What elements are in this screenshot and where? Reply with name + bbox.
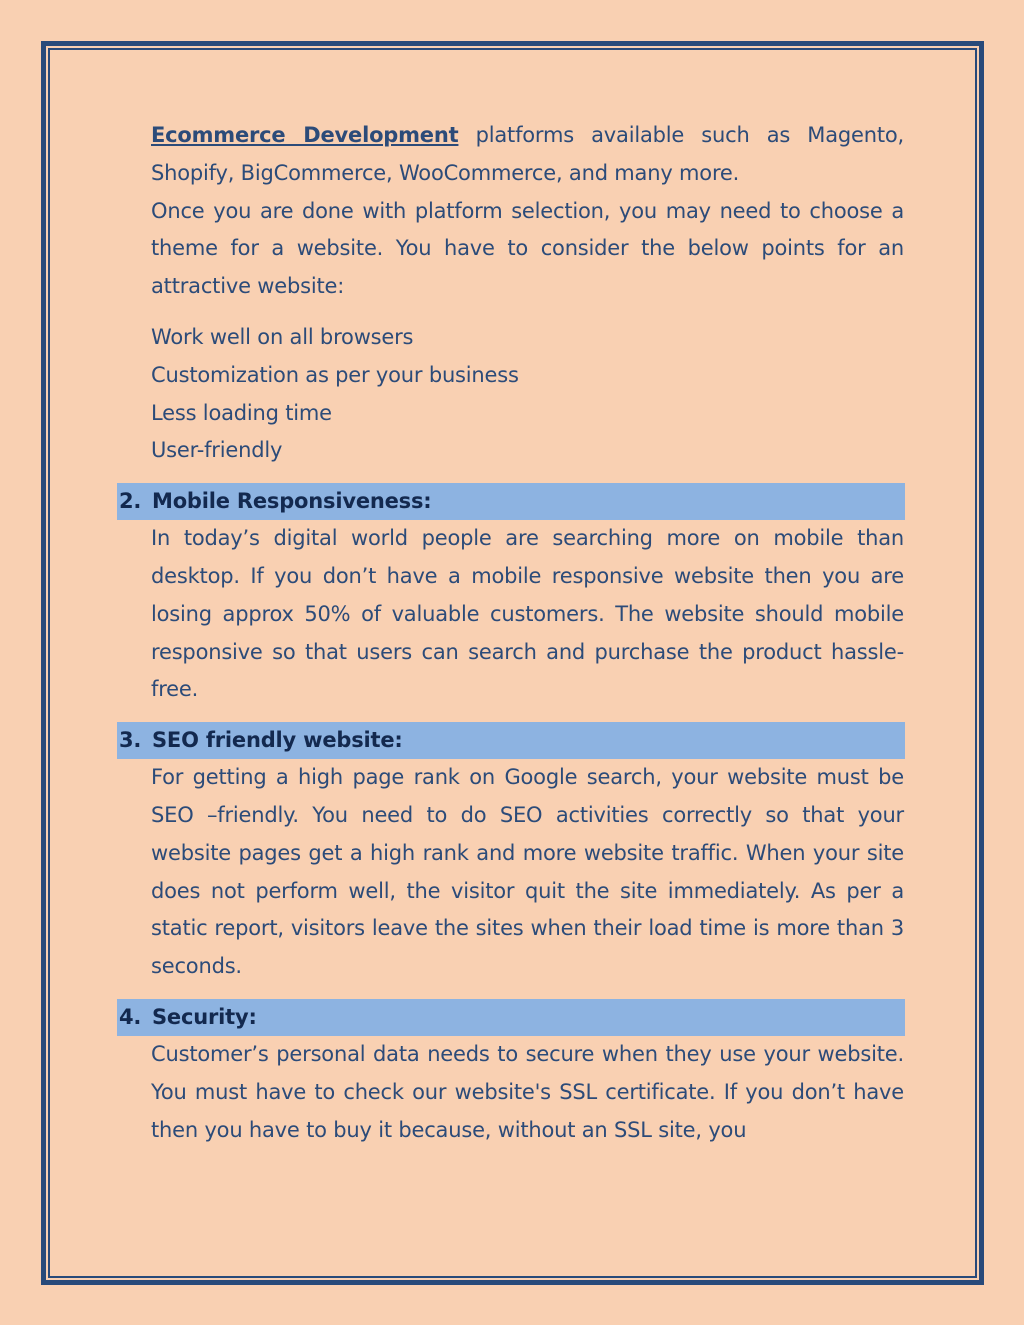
- section-heading-seo-friendly-website: [117, 722, 905, 759]
- section-body-seo-friendly-website: For getting a high page rank on Google search, your website must be SEO –friendly. You need to do SEO activities correctly so that your website pages get a high rank and more website traffic. When your site does not perform well, the visitor quit the site immediately. As per a static report, visitors leave the sites when their load time is more than 3 seconds.: [151, 765, 904, 979]
- document-body: [119, 117, 905, 1149]
- intro-paragraph-1-text: platforms available such as Magento, Shopify, BigCommerce, WooCommerce, and many more.: [151, 123, 905, 185]
- section-heading-security: [117, 999, 905, 1036]
- section-number: 4.: [119, 1004, 142, 1029]
- section-body-security: Customer’s personal data needs to secure when they use your website. You must have to check our website's SSL certificate. If you don’t have then you have to buy it because, without an SSL site, you: [151, 1041, 904, 1142]
- section-title: Security:: [152, 1004, 257, 1029]
- section-body-mobile-responsiveness: In today’s digital world people are searching more on mobile than desktop. If you don’t have a mobile responsive website then you are losing approx 50% of valuable customers. The website should mobile responsive so that users can search and purchase the product hassle-free.: [151, 526, 904, 702]
- section-title: SEO friendly website:: [152, 727, 403, 752]
- list-item: Work well on all browsers: [151, 324, 414, 349]
- section-number: 2.: [119, 488, 142, 513]
- section-number: 3.: [119, 727, 142, 752]
- list-item: Less loading time: [151, 400, 332, 425]
- ecommerce-development-link[interactable]: Ecommerce Development: [151, 123, 459, 147]
- list-item: User-friendly: [151, 438, 283, 463]
- intro-paragraph-2: Once you are done with platform selection, you may need to choose a theme for a website. You have to consider the below points for an attractive website:: [151, 198, 904, 299]
- theme-points-list: [151, 319, 904, 470]
- list-item: Customization as per your business: [151, 362, 519, 387]
- intro-paragraph-1: [151, 117, 904, 193]
- section-title: Mobile Responsiveness:: [152, 488, 432, 513]
- section-heading-mobile-responsiveness: [117, 483, 905, 520]
